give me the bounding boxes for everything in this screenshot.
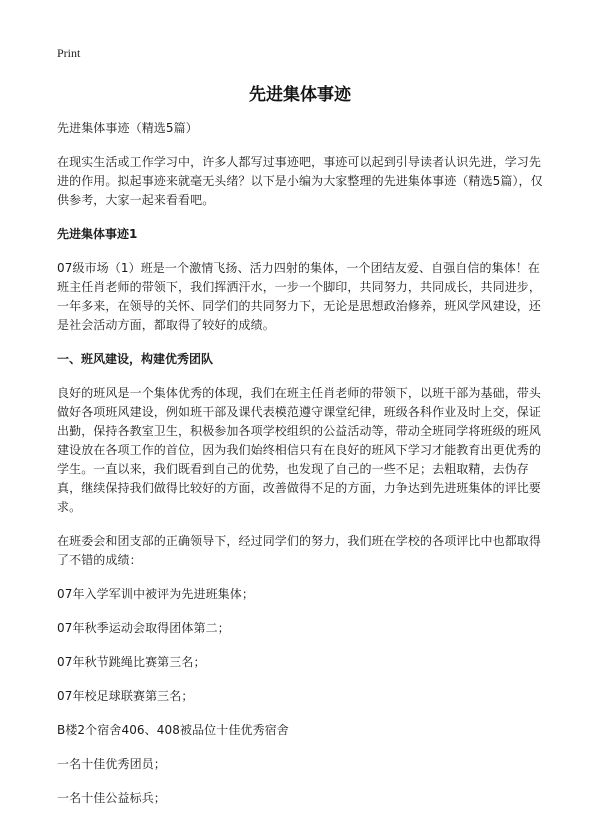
body-paragraph: 在班委会和团支部的正确领导下，经过同学们的努力，我们班在学校的各项评比中也都取得了不错的成绩：: [57, 534, 542, 567]
list-item: 一名十佳优秀团员；: [57, 757, 166, 771]
list-item: 07年秋季运动会取得团体第二；: [57, 621, 230, 635]
document-body: [57, 119, 547, 823]
body-paragraph: 07级市场（1）班是一个激情飞扬、活力四射的集体，一个团结友爱、自强自信的集体！在班主任肖老师的带领下，我们挥洒汗水，一步一个脚印，共同努力，共同成长，共同进步，一年多来，在领导的关怀、同学们的共同努力下，无论是思想政治修养，班风学风建设，还是社会活动方面，都取得了较好的成绩。: [57, 261, 542, 332]
subtitle: 先进集体事迹（精选5篇）: [57, 121, 198, 135]
print-link[interactable]: Print: [57, 46, 81, 60]
list-item: 07年校足球联赛第三名；: [57, 689, 194, 703]
page-title: 先进集体事迹: [249, 85, 351, 105]
intro-paragraph: 在现实生活或工作学习中，许多人都写过事迹吧，事迹可以起到引导读者认识先进，学习先进的作用。拟起事迹来就毫无头绪？以下是小编为大家整理的先进集体事迹（精选5篇），仅供参考，大家一起来看看吧。: [57, 155, 543, 207]
list-item: 07年入学军训中被评为先进班集体；: [57, 587, 254, 601]
list-item: 一名十佳公益标兵；: [57, 791, 166, 805]
list-item: B楼2个宿舍406、408被品位十佳优秀宿舍: [57, 723, 289, 737]
body-paragraph: 良好的班风是一个集体优秀的体现，我们在班主任肖老师的带领下，以班干部为基础，带头做好各项班风建设，例如班干部及课代表模范遵守课堂纪律，班级各科作业及时上交，保证出勤，保持各教室卫生，积极参加各项学校组织的公益活动等，带动全班同学将班级的班风建设放在各项工作的首位，因为我们始终相信只有在良好的班风下学习才能教育出更优秀的学生。一直以来，我们既看到自己的优势，也发现了自己的一些不足；去粗取精，去伪存真，继续保持我们做得比较好的方面，改善做得不足的方面，力争达到先进班集体的评比要求。: [57, 386, 542, 514]
list-item: 07年秋节跳绳比赛第三名；: [57, 655, 206, 669]
sub-heading: 一、班风建设，构建优秀团队: [57, 352, 214, 366]
section-heading: 先进集体事迹1: [57, 227, 138, 241]
